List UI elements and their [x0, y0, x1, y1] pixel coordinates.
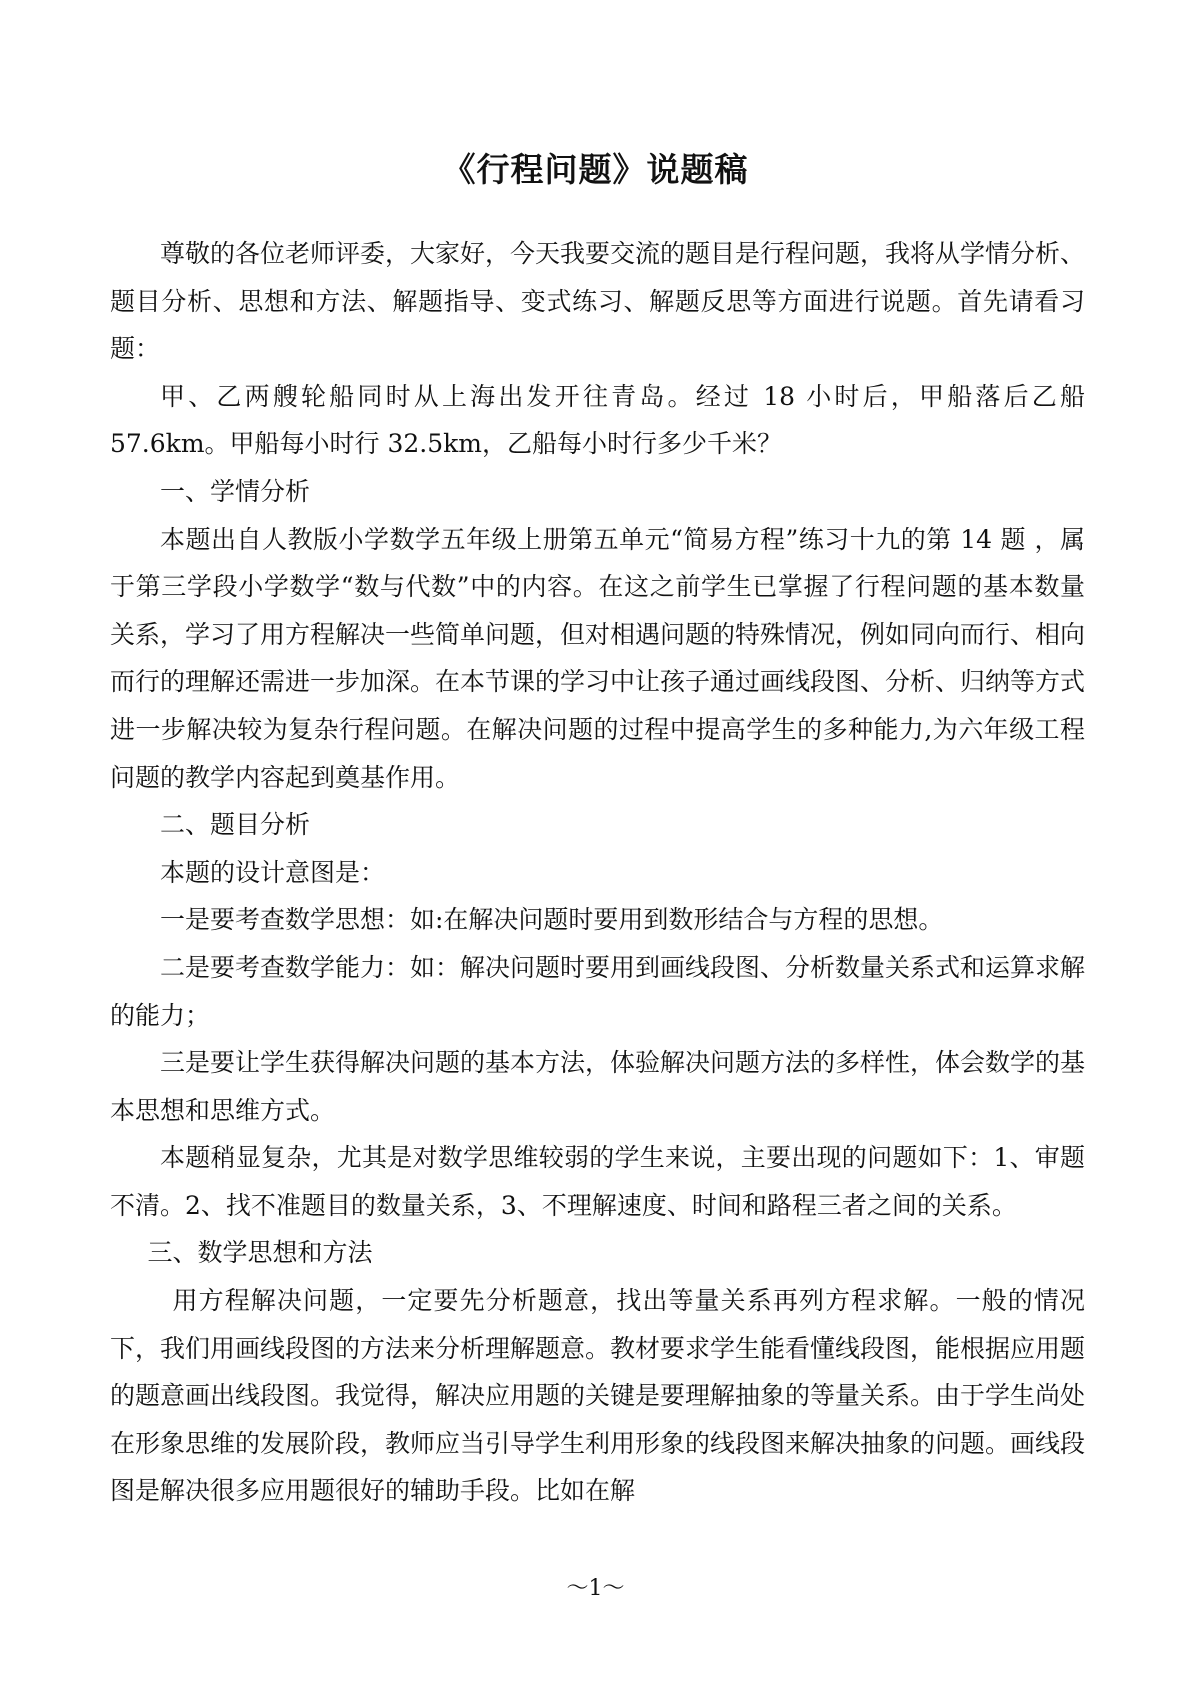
intent-item-2: 二是要考查数学能力：如：解决问题时要用到画线段图、分析数量关系式和运算求解的能力；: [110, 952, 1086, 1030]
intent-item-3: 三是要让学生获得解决问题的基本方法，体验解决问题方法的多样性，体会数学的基本思想和思维方式。: [110, 1048, 1086, 1125]
intro-paragraph: 尊敬的各位老师评委，大家好，今天我要交流的题目是行程问题，我将从学情分析、题目分析、思想和方法、解题指导、变式练习、解题反思等方面进行说题。首先请看习题：: [110, 239, 1086, 364]
document-body: [110, 230, 1085, 1515]
document-title: 《行程问题》说题稿: [442, 150, 749, 189]
section-heading-student-analysis: 一、学情分析: [160, 476, 311, 506]
intent-item-1: 一是要考查数学思想：如:在解决问题时要用到数形结合与方程的思想。: [160, 905, 944, 935]
section-heading-problem-analysis: 二、题目分析: [160, 810, 311, 840]
difficulty-paragraph: 本题稍显复杂，尤其是对数学思维较弱的学生来说，主要出现的问题如下：1、审题不清。2、找不准题目的数量关系，3、不理解速度、时间和路程三者之间的关系。: [110, 1143, 1085, 1220]
student-analysis-paragraph: 本题出自人教版小学数学五年级上册第五单元“简易方程”练习十九的第 14 题 ，属于第三学段小学数学“数与代数”中的内容。在这之前学生已掌握了行程问题的基本数量关系，学习了用方程解决一些简单问题，但对相遇问题的特殊情况，例如同向而行、相向而行的理解还需进一步加深。在本节课的学习中让孩子通过画线段图、分析、归纳等方式进一步解决较为复杂行程问题。在解决问题的过程中提高学生的多种能力,为六年级工程问题的教学内容起到奠基作用。: [110, 524, 1086, 792]
problem-statement: 甲、乙两艘轮船同时从上海出发开往青岛。经过 18 小时后，甲船落后乙船 57.6km。甲船每小时行 32.5km，乙船每小时行多少千米？: [110, 381, 1085, 459]
section-heading-math-methods: 三、数学思想和方法: [147, 1238, 373, 1268]
page-number: ～1～: [566, 1576, 625, 1601]
math-methods-paragraph: 用方程解决问题，一定要先分析题意，找出等量关系再列方程求解。一般的情况下，我们用画线段图的方法来分析理解题意。教材要求学生能看懂线段图，能根据应用题的题意画出线段图。我觉得，解决应用题的关键是要理解抽象的等量关系。由于学生尚处在形象思维的发展阶段，教师应当引导学生利用形象的线段图来解决抽象的问题。画线段图是解决很多应用题很好的辅助手段。比如在解: [110, 1286, 1086, 1506]
design-intent-paragraph: 本题的设计意图是：: [160, 857, 386, 887]
